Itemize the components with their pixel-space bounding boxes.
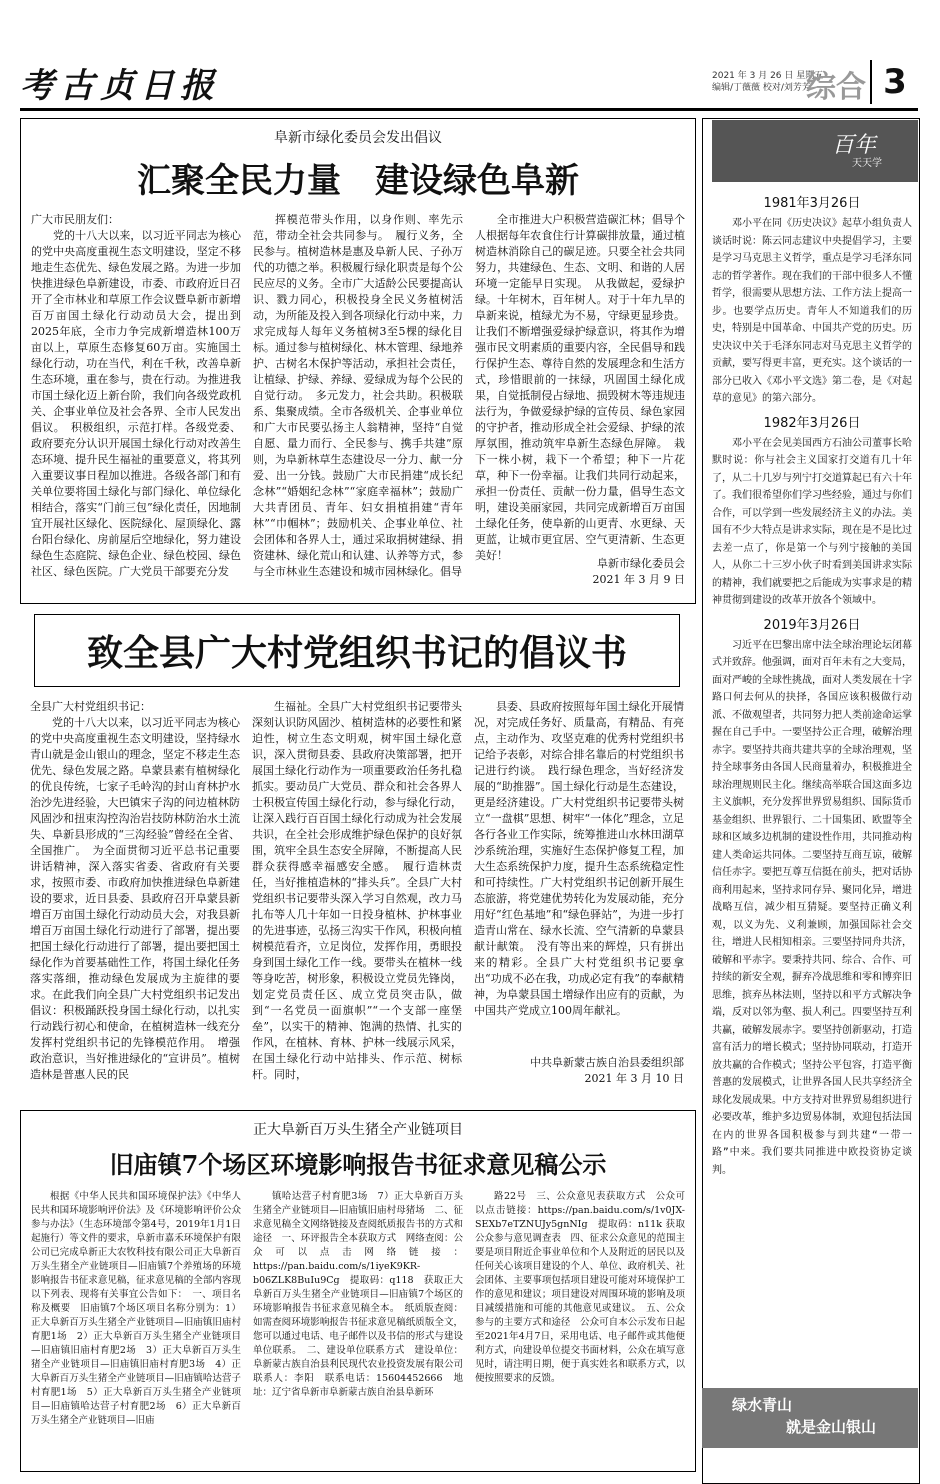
article2-col2 — [252, 699, 462, 1103]
sidebar-entry-date: 1982年3月26日 — [763, 415, 861, 431]
article1-col1 — [31, 212, 241, 604]
article1-text-2: 挥模范带头作用，以身作则、率先示范，带动全社会共同参与。 履行义务，全民参与。植树造林是惠及阜新人民、子孙万代的功德之举。积极履行绿化职责是每个公民应尽的义务。全市广大适龄公民要提高认识、戮力同心，积极投身全民义务植树活动，为所能及投入到各项绿化行动中来，力求完成每人每年义务植树3至5棵的绿化目标。通过参与植树绿化、林木管理、绿地养护、古树名木保护等活动，承担社会责任，让植绿、护绿、养绿、爱绿成为每个公民的自觉行动。 多元发力，社会共助。积极联系、集聚成绩。全市各级机关、企事业单位和广大市民要弘扬主人翁精神，坚持“自觉自愿、量力而行、全民参与、携手共建”原则，为阜新林草生态建设尽一分力、献一分爱、出一分钱。鼓励广大市民捐建“成长纪念林”“婚姻纪念林”“家庭幸福林”；鼓励广大共青团员、青年、妇女捐植捐建“青年林”“巾帼林”；鼓励机关、企事业单位、社会团体和各界人士，通过采取捐树建绿、捐资建林、绿化荒山和认建、认养等方式，参与全市林业生态建设和城市园林绿化。倡导 — [253, 213, 463, 578]
article1-date: 2021 年 3 月 9 日 — [592, 573, 685, 586]
article3-body — [21, 1190, 695, 1466]
article3-col3 — [475, 1190, 685, 1466]
article2-date: 2021 年 3 月 10 日 — [584, 1072, 684, 1085]
page-number: 3 — [870, 60, 918, 104]
article1-headline: 汇聚全民力量 建设绿色阜新 — [137, 161, 579, 201]
article1-signature: 阜新市绿化委员会 — [597, 557, 685, 570]
sidebar-banner — [712, 120, 918, 182]
masthead-rule — [20, 108, 918, 111]
article-eia-notice — [20, 1110, 696, 1472]
article3-text-1: 根据《中华人民共和国环境保护法》《中华人民共和国环境影响评价法》及《环境影响评价公众参与办法》（生态环境部令第4号，2019年1月1日起施行）等文件的要求，阜新市嘉禾环境保护有限公司已完成阜新正大农牧科技有限公司正大阜新百万头生猪全产业链项目—旧庙镇7个养殖场的环境影响报告书征求意见稿，征求意见稿的全部内容现以下列表、现将有关事宜公告如下： 一、项目名称及概要 旧庙镇7个场区项目名称分别为：1）正大阜新百万头生猪全产业链项目—旧庙镇旧庙村育肥1场 2）正大阜新百万头生猪全产业链项目—旧庙镇旧庙村育肥2场 3）正大阜新百万头生猪全产业链项目—旧庙镇旧庙村育肥3场 4）正大阜新百万头生猪全产业链项目—旧庙镇哈达营子村育肥1场 5）正大阜新百万头生猪全产业链项目—旧庙镇哈达营子村育肥2场 6）正大阜新百万头生猪全产业链项目—旧庙 — [31, 1191, 241, 1426]
article2-text-1: 党的十八大以来，以习近平同志为核心的党中央高度重视生态文明建设，坚持绿水青山就是金山银山的理念，坚定不移走生态优先、绿色发展之路。阜蒙县素有植树绿化的优良传统，七家子毛岭沟的封山育林护水治沙先进经验，大巴镇宋子沟的问边植林防风固沙和扭束沟控沟治岩技防林防治水土流失、阜新县形成的“三沟经验”曾经在全省、全国推广。 为全面贯彻习近平总书记重要讲话精神，深入落实省委、省政府有关要求，按照市委、市政府加快推进绿色阜新建设的要求，近日县委、县政府召开阜蒙县新增百万亩国土绿化行动动员大会，对我县新增百万亩国土绿化行动进行了部署，提出要把国土绿化行动进行了部署，提出要把国土绿化作为首要基础性工作，将国土绿化任务落实落细，推动绿色发展成为主旋律的要求。在此我们向全县广大村党组织书记发出倡议：积极踊跃投身国土绿化行动，以扎实行动践行初心和使命，在植树造林一线充分发挥村党组织书记的先锋模范作用。 增强政治意识，当好推进绿化的“宣讲员”。植树造林是普惠人民的民 — [30, 716, 240, 1081]
slogan-line1: 绿水青山 — [732, 1396, 793, 1414]
article1-body — [21, 212, 695, 604]
sidebar-entry — [712, 614, 912, 1180]
article-village-party — [20, 614, 694, 1094]
article2-col1 — [30, 699, 240, 1103]
section-title: 综合 — [806, 70, 866, 105]
article1-col3 — [475, 212, 685, 604]
sidebar-entry — [712, 412, 912, 610]
article1-kicker: 阜新市绿化委员会发出倡议 — [274, 130, 442, 146]
sidebar-entry-text: 邓小平在会见美国西方石油公司董事长哈默时说：你与社会主义国家打交道有几十年了，从二十几岁与列宁打交道算起已有六十年了。我们很希望你们学习些经验，通过与你们合作，可以学到一些发展经济主义的办法。美国有不少大特点是讲求实际，现在是不是比过去差一点了，你是第一个与列宁接触的美国人，从你二十三岁小伙子时看到美国讲求实际的精神，我们就要把之后能成为实事求是的精神贯彻到建设的改革开放各个领域中。 — [712, 437, 912, 606]
sidebar-entry-text: 习近平在巴黎出席中法全球治理论坛闭幕式并致辞。他强调，面对百年未有之大变局，面对严峻的全球性挑战，面对人类发展在十字路口何去何从的抉择，各国应该积极做行动派、不做观望者，共同努力把人类前途命运掌握在自己手中。一要坚持公正合理，破解治理赤字。要坚持共商共建共享的全球治理观，坚持全球事务由各国人民商量着办，积极推进全球治理规则民主化。继续高举联合国这面多边主义旗帜，充分发挥世界贸易组织、国际货币基金组织、世界银行、二十国集团、欧盟等全球和区域多边机制的建设性作用，共同推动构建人类命运共同体。二要坚持互商互谅，破解信任赤字。要把互尊互信挺在前头，把对话协商利用起来，坚持求同存异、聚同化异，增进战略互信，减少相互猜疑。要坚持正确义利观，以义为先、义利兼顾，加强国际社会交往，增进人民相知相亲。三要坚持同舟共济，破解和平赤字。要秉持共同、综合、合作、可持续的新安全观，摒弃冷战思维和零和博弈旧思维，摈弃丛林法则，坚持以和平方式解决争端，反对以邻为壑、损人利己。四要坚持互利共赢，破解发展赤字。要坚持创新驱动，打造富有活力的增长模式；坚持协同联动，打造开放共赢的合作模式；坚持公平包容，打造平衡普惠的发展模式，让世界各国人民共享经济全球化发展成果。中方支持对世界贸易组织进行必要改革，维护多边贸易体制，欢迎包括法国在内的世界各国积极参与到共建“一带一路”中来。我们要共同推进中欧投资协定谈判。 — [712, 639, 912, 1176]
article2-body — [20, 687, 694, 1103]
article2-text-2: 生福祉。全县广大村党组织书记要带头深刻认识防风固沙、植树造林的必要性和紧迫性，树立生态文明观，树牢国土绿化意识，深入贯彻县委、县政府决策部署，把开展国土绿化行动作为一项重要政治任务扎稳抓实。要动员广大党员、群众和社会各界人士积极宣传国土绿化行动，参与绿化行动，让深入践行百百国土绿化行动成为社会发展共识，在全社会形成维护绿色保护的良好氛围，筑牢全县生态安全屏障，不断提高人民群众获得感幸福感安全感。 履行造林责任，当好推植造林的“排头兵”。全县广大村党组织书记要带头深入学习自然观，改力马扎布等人几十年如一日投身植林、护林事业的先进事迹，弘扬三沟实干作风，积极向植树模范看齐，立足岗位，发挥作用，勇眼投身到国土绿化工作一线。要带头在植林一线等身吃苦，树形象，积极设立党员先锋岗，划定党员责任区、成立党员突击队，做到“一名党员一面旗帜”“一个支部一座堡垒”，以实干的精神、饱满的热情、扎实的作风，在植林、育林、护林一线展示风采，在国土绿化行动中站排头、作示范、树标杆。同时， — [252, 700, 462, 1081]
article2-col3 — [474, 699, 684, 1103]
dateline-editors: 编辑/丁薇薇 校对/刘芳芳 — [712, 83, 811, 93]
sidebar-entry-date: 2019年3月26日 — [763, 617, 861, 633]
article3-col1 — [31, 1190, 241, 1466]
article2-headline: 致全县广大村党组织书记的倡议书 — [34, 614, 680, 687]
sidebar-banner-sub: 天天学 — [852, 158, 882, 169]
article1-text-3: 全市推进大户积极营造碳汇林；倡导个人根据每年农食住行计算碳排放量，通过植树造林消除自己的碳足迹。只要全社会共同努力，共建绿色、生态、文明、和谐的人居环境一定能早日实现。 从我做起，爱绿护绿。十年树木，百年树人。对于十年九旱的阜新来说，植绿尤为不易，守绿更显珍贵。让我们不断增强爱绿护绿意识，将其作为增强市民文明素质的重要内容，全民倡导和践行保护生态、尊待自然的发展理念和生活方式，珍惜眼前的一抹绿，巩固国土绿化成果，自觉抵制侵占绿地、损毁树木等违规违法行为，争做爱绿护绿的宣传员、绿色家园的守护者，推动形成全社会爱绿、护绿的浓厚氛围，推动筑牢阜新生态绿色屏障。 栽下一株小树，栽下一个希望；种下一片花草，种下一份幸福。让我们共同行动起来，承担一份责任、贡献一份力量，倡导生态文明，建设美丽家园，共同完成新增百万亩国土绿化任务，使阜新的山更青、水更绿、天更蓝，让城市更宜居、空气更清新、生态更美好！ — [475, 213, 685, 562]
slogan-banner — [702, 1388, 918, 1448]
sidebar-entry — [712, 192, 912, 408]
sidebar-entry-text: 邓小平在同《历史决议》起草小组负责人谈话时说：陈云同志建议中央提倡学习，主要是学习马克思主义哲学，重点是学习毛泽东同志的哲学著作。现在我们的干部中很多人不懂哲学，很需要从思想方法、工作方法上提高一步。也要学点历史。青年人不知道我们的历史，特别是中国革命、中国共产党的历史。历史决议中关于毛泽东同志对马克思主义哲学的贡献，要写得更丰富，更充实。这个谈话的一部分已收入《邓小平文选》第二卷，是《对起草的意见》的第六部分。 — [712, 218, 912, 404]
article3-col2 — [253, 1190, 473, 1466]
article3-headline: 旧庙镇7个场区环境影响报告书征求意见稿公示 — [109, 1150, 607, 1179]
article1-col2 — [253, 212, 463, 604]
sidebar-content — [712, 188, 912, 1382]
article1-text-1: 党的十八大以来，以习近平同志为核心的党中央高度重视生态文明建设，坚定不移地走生态优先、绿色发展之路。为进一步加快推进绿色阜新建设，市委、市政府近日召开了全市林业和草原工作会议暨阜新市新增百万亩国土绿化行动动员大会，提出到2025年底，全市力争完成新增造林100万亩以上，草原生态修复60万亩。实施国土绿化行动，功在当代，利在千秋，改善阜新生态环境，重在参与，贵在行动。为推进我市国土绿化迈上新台阶，我们向各级党政机关、企事业单位及社会各界、全市人民发出倡议。 积极组织，示范打样。各级党委、政府要充分认识开展国土绿化行动对改善生态环境、提升民生福祉的重要意义，将其列入重要议事日程加以推进。各级各部门和有关单位要将国土绿化与部门绿化、单位绿化相结合，落实“门前三包”绿化责任，因地制宜开展社区绿化、医院绿化、屋顶绿化、露台阳台绿化、房前屋后空地绿化，努力建设绿色生态庭院、绿色企业、绿色校园、绿色社区、绿色医院。广大党员干部要充分发 — [31, 229, 241, 578]
article-greening-box — [20, 118, 696, 604]
article3-kicker: 正大阜新百万头生猪全产业链项目 — [253, 1122, 463, 1138]
article2-signature: 中共阜新蒙古族自治县委组织部 — [530, 1056, 684, 1069]
article2-greeting: 全县广大村党组织书记： — [30, 700, 151, 713]
slogan-line2: 就是金山银山 — [786, 1418, 877, 1436]
masthead: 考古贞日报 — [20, 66, 220, 106]
sidebar-entry-date: 1981年3月26日 — [763, 196, 861, 211]
article2-text-3: 县委、县政府按照每年国土绿化开展情况，对完成任务好、质量高，有精品、有亮点，主动作为、攻坚克难的优秀村党组织书记给予表彰，对综合排名靠后的村党组织书记进行约谈。 践行绿色理念，当好经济发展的“助推器”。国土绿化行动是生态建设，更是经济建设。广大村党组织书记要带头树立“一盘棋”思想、树牢“一体化”理念，立足各行各业工作实际，统筹推进山水林田湖草沙系统治理，实施好生态保护修复工程，加大生态系统保护力度，提升生态系统稳定性和可持续性。广大村党组织书记创新开展生态旅游，将党建优势转化为发展动能，充分用好“红色基地”和“绿色驿站”，为进一步打造青山常在、绿水长流、空气清新的阜蒙县献计献策。 没有等出来的辉煌，只有拼出来的精彩。全县广大村党组织书记要拿出“功成不必在我，功成必定有我”的奉献精神，为阜蒙县国土增绿作出应有的贡献，为中国共产党成立100周年献礼。 — [474, 700, 684, 1017]
article3-text-2: 镇哈达营子村育肥3场 7）正大阜新百万头生猪全产业链项目—旧庙镇旧庙村母猪场 二、征求意见稿全文网络链接及查阅纸质报告书的方式和途径 一、环评报告全本获取方式 网络查阅：公众可以点击网络链接：https://pan.baidu.com/s/1iyeK9KR-b06ZLK8BuIu9Cg 提取码：q118 获取正大阜新百万头生猪全产业链项目—旧庙镇7个场区的环境影响报告书征求意见稿全本。 纸质版查阅：如需查阅环境影响报告书征求意见稿纸质版全文，您可以通过电话、电子邮件以及书信的形式与建设单位联系。 二、建设单位联系方式 建设单位：阜新蒙古族自治县利民现代农业投资发展有限公司 联系人：李阳 联系电话：15604452666 地址：辽宁省阜新市阜新蒙古族自治县阜新环 — [253, 1191, 473, 1398]
article3-text-3: 路22号 三、公众意见表获取方式 公众可以点击链接：https://pan.baidu.com/s/1v0JX-SEXb7eTZNUJy5gnNIg 提取码：n11k 获取公众参与意见调查表 四、征求公众意见的范围主要是项目附近企事业单位和个人及附近的居民以及任何关心该项目建设的个人、单位、政府机关、社会团体、主要事项包括项目建设可能对环境保护工作的意见和建议；项目建设对周围环境的影响及项目减缓措施和可能的其他意见或建议。 五、公众参与的主要方式和途径 公众可自本公示发布日起至2021年4月7日，采用电话、电子邮件或其他便利方式，向建设单位提交书面材料，公众在填写意见时，请注明日期，便于真实姓名和联系方式，以便按照要求的反馈。 — [475, 1191, 685, 1384]
dateline-date: 2021 年 3 月 26 日 星期五 — [712, 71, 824, 81]
article1-greeting: 广大市民朋友们： — [31, 213, 119, 226]
sidebar-banner-title: 百年 — [832, 133, 877, 158]
